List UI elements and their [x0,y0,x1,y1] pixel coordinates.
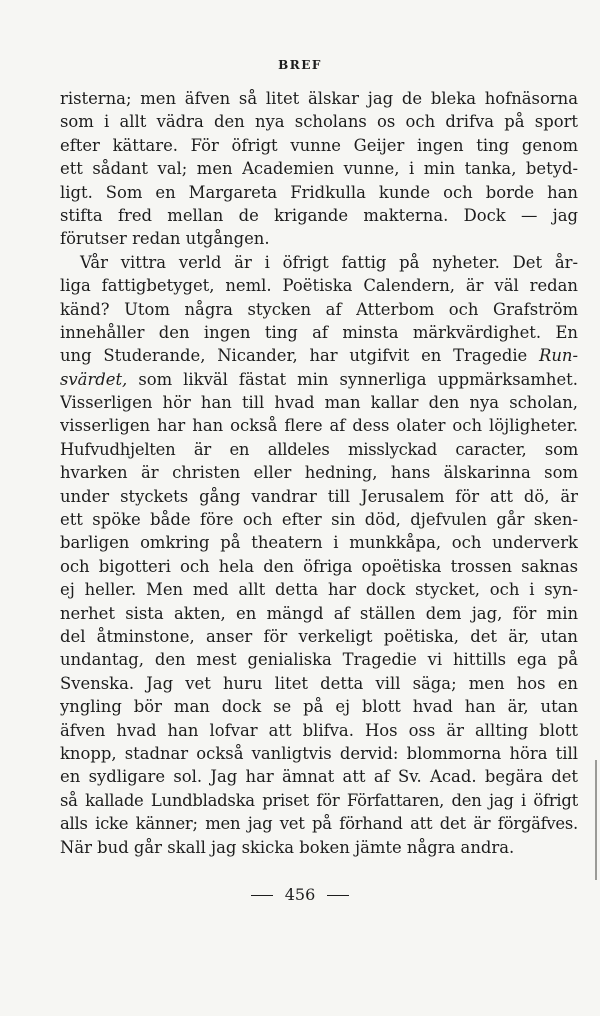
text-line [60,344,578,367]
line-text: risterna; men äfven så litet älskar jag de bleka hofnäsorna [60,89,578,108]
line-text: innehåller den ingen ting af minsta märkvärdighet. En [60,322,578,342]
text-line [60,789,578,812]
line-text: en sydligare sol. Jag har ämnat att af Sv. Acad. begära det [60,767,578,787]
text-line [60,461,578,484]
line-text: som likväl fästat min synnerliga uppmärksamhet. [138,369,578,389]
line-text: och bigotteri och hela den öfriga opoëtiska trossen saknas [60,556,578,576]
body-text [60,87,578,859]
text-line [60,227,578,250]
line-text: Svenska. Jag vet huru litet detta vill säga; men hos en [60,673,578,693]
line-text: hvarken är christen eller hedning, hans älskarinna som [60,463,578,483]
line-text: barligen omkring på theatern i munkkåpa, och underverk [60,533,578,553]
line-text: äfven hvad han lofvar att blifva. Hos oss är allting blott [60,720,578,740]
text-line [60,157,578,180]
line-text: ej heller. Men med allt detta har dock stycket, och i syn- [60,580,578,600]
running-head: BREF [278,58,322,72]
text-line [60,508,578,531]
line-text: ett spöke både före och efter sin död, djefvulen går sken- [60,510,578,530]
text-line [60,625,578,648]
text-line [60,578,578,601]
text-line [60,368,578,391]
text-line [60,251,578,274]
text-line [60,87,578,110]
line-text: visserligen har han också flere af dess olater och löjligheter. [60,416,578,436]
line-text: känd? Utom några stycken af Atterbom och Grafström [60,299,578,319]
italic-title: svärdet, [60,369,128,389]
text-line [60,602,578,625]
text-line [60,204,578,227]
line-text: När bud går skall jag skicka boken jämte några andra. [60,837,515,857]
line-text: knopp, stadnar också vanligtvis dervid: blommorna höra till [60,743,578,763]
text-line [60,555,578,578]
line-text: liga fattigbetyget, neml. Poëtiska Calendern, är väl redan [60,276,578,296]
text-line [60,485,578,508]
text-line [60,321,578,344]
line-text: alls icke känner; men jag vet på förhand att det är förgäfves. [60,814,578,834]
left-dash [251,895,273,897]
text-line [60,391,578,414]
line-text: del åtminstone, anser för verkeligt poëtiska, det är, utan [60,626,578,646]
line-text: yngling bör man dock se på ej blott hvad han är, utan [60,697,578,717]
line-text: ett sådant val; men Academien vunne, i min tanka, betyd- [60,159,578,179]
text-line [60,298,578,321]
italic-title: Run- [539,346,578,366]
right-dash [327,895,349,897]
line-text: undantag, den mest genialiska Tragedie vi hittills ega på [60,650,578,670]
line-text: nerhet sista akten, en mängd af ställen dem jag, för min [60,603,578,623]
text-line [60,648,578,671]
line-text: ligt. Som en Margareta Fridkulla kunde och borde han [60,182,578,202]
text-line [60,181,578,204]
text-line [60,695,578,718]
line-text: ung Studerande, Nicander, har utgifvit en Tragedie [60,346,528,366]
line-text: Hufvudhjelten är en alldeles misslyckad caracter, som [60,439,578,459]
text-line [60,414,578,437]
text-line [60,742,578,765]
text-line [60,812,578,835]
line-text: stifta fred mellan de krigande makterna. Dock — jag [60,205,578,225]
text-line [60,672,578,695]
line-text: som i allt vädra den nya scholans os och drifva på sport [60,112,578,132]
text-line [60,274,578,297]
line-text: Vår vittra verld är i öfrigt fattig på nyheter. Det år- [80,252,578,272]
line-text: efter kättare. För öfrigt vunne Geijer ingen ting genom [60,135,578,155]
page-number: 456 [284,885,316,904]
text-line [60,110,578,133]
page-edge-shadow [595,760,597,880]
text-line [60,438,578,461]
line-text: under styckets gång vandrar till Jerusalem för att dö, är [60,486,578,506]
text-line [60,765,578,788]
text-line [60,836,578,859]
line-text: Visserligen hör han till hvad man kallar den nya scholan, [60,393,578,413]
text-line [60,719,578,742]
text-line [60,134,578,157]
line-text: förutser redan utgången. [60,229,270,249]
text-line [60,531,578,554]
line-text: så kallade Lundbladska priset för Författaren, den jag i öfrigt [60,790,578,810]
page-footer [0,885,600,904]
